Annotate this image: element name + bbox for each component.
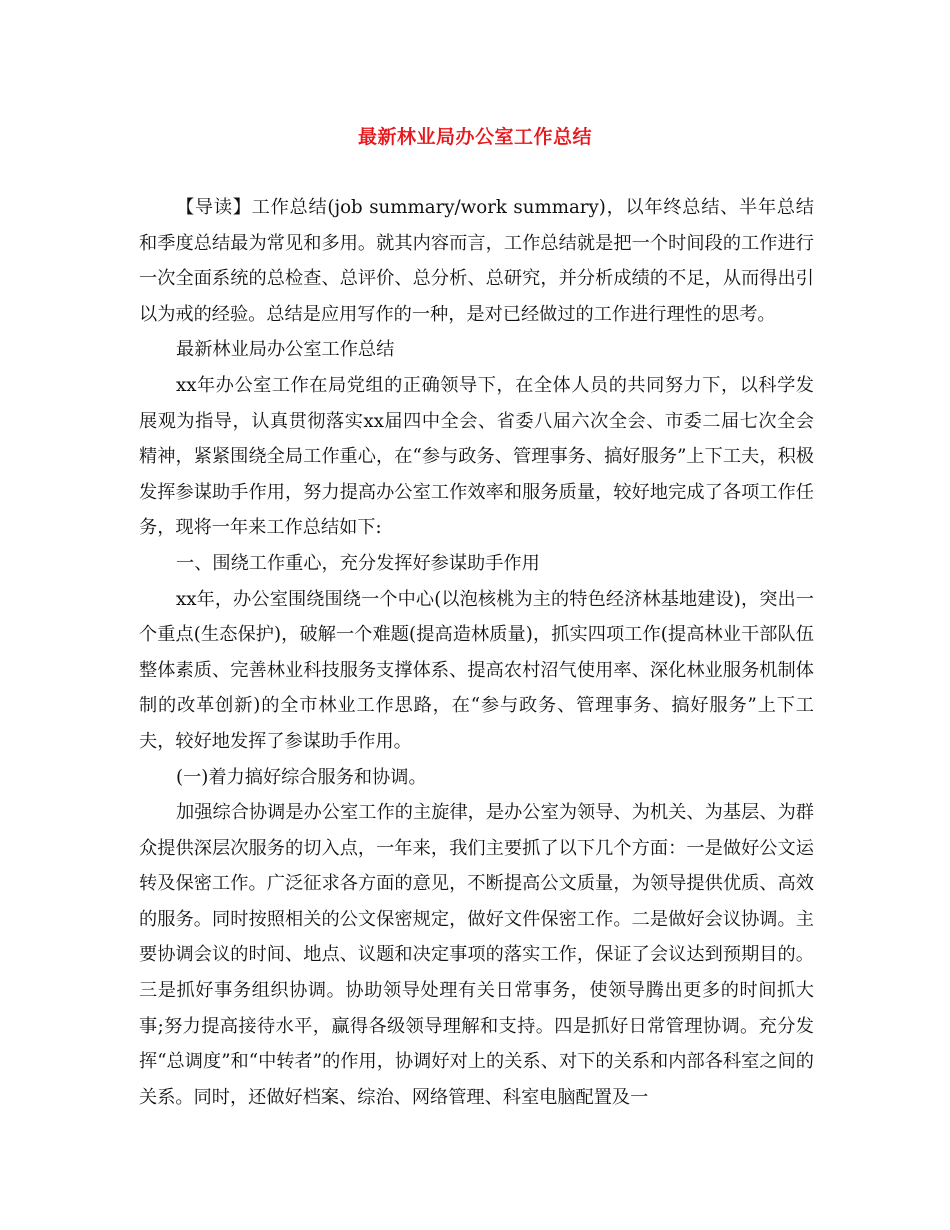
subsection-heading-1: (一)着力搞好综合服务和协调。 [176,766,427,788]
paragraph-subsection-1: 加强综合协调是办公室工作的主旋律，是办公室为领导、为机关、为基层、为群众提供深层次服务的切入点，一年来，我们主要抓了以下几个方面：一是做好公文运转及保密工作。广泛征求各方面的意见，不断提高公文质量，为领导提供优质、高效的服务。同时按照相关的公文保密规定，做好文件保密工作。二是做好会议协调。主要协调会议的时间、地点、议题和决定事项的落实工作，保证了会议达到预期目的。三是抓好事务组织协调。协助领导处理有关日常事务，使领导腾出更多的时间抓大事;努力提高接待水平，赢得各级领导理解和支持。四是抓好日常管理协调。充分发挥“总调度”和“中转者”的作用，协调好对上的关系、对下的关系和内部各科室之间的关系。同时，还做好档案、综治、网络管理、科室电脑配置及一 [139,802,814,1108]
paragraph-intro: 【导读】工作总结(job summary/work summary)，以年终总结、半年总结和季度总结最为常见和多用。就其内容而言，工作总结就是把一个时间段的工作进行一次全面系统的总检查、总评价、总分析、总研究，并分析成绩的不足，从而得出引以为戒的经验。总结是应用写作的一种，是对已经做过的工作进行理性的思考。 [139,197,814,325]
document-title: 最新林业局办公室工作总结 [357,126,592,148]
paragraph-subtitle: 最新林业局办公室工作总结 [176,339,395,361]
paragraph-section-1: xx年，办公室围绕围绕一个中心(以泡核桃为主的特色经济林基地建设)，突出一个重点(生态保护)，破解一个难题(提高造林质量)，抓实四项工作(提高林业干部队伍整体素质、完善林业科技服务支撑体系、提高农村沼气使用率、深化林业服务机制体制的改革创新)的全市林业工作思路，在“参与政务、管理事务、搞好服务”上下工夫，较好地发挥了参谋助手作用。 [139,588,814,752]
section-heading-1: 一、围绕工作重心，充分发挥好参谋助手作用 [176,552,540,574]
document-body [139,190,814,1115]
paragraph-overview: xx年办公室工作在局党组的正确领导下，在全体人员的共同努力下，以科学发展观为指导，认真贯彻落实xx届四中全会、省委八届六次全会、市委二届七次全会精神，紧紧围绕全局工作重心，在“参与政务、管理事务、搞好服务”上下工夫，积极发挥参谋助手作用，努力提高办公室工作效率和服务质量，较好地完成了各项工作任务，现将一年来工作总结如下: [139,374,814,539]
